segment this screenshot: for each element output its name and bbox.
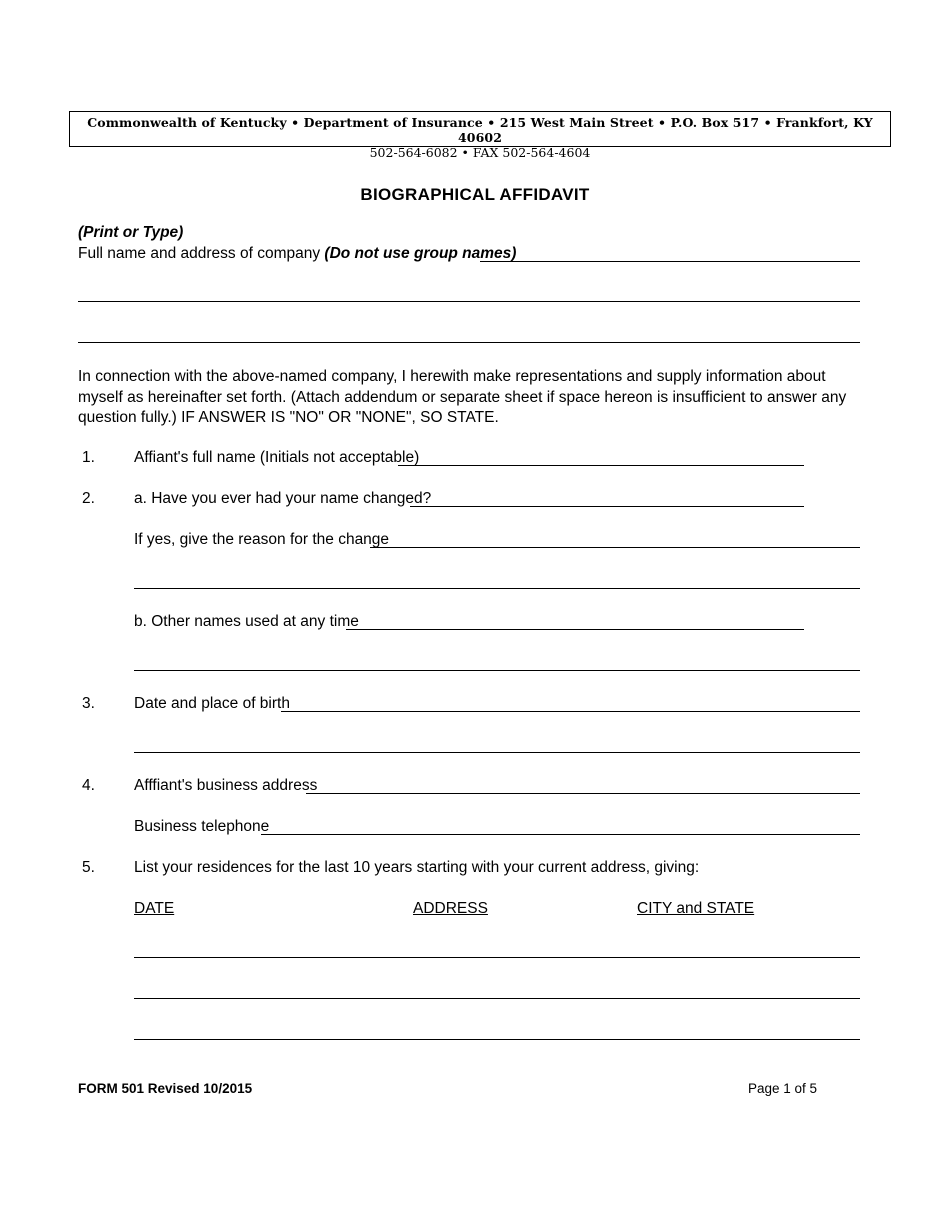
q2b-label: b. Other names used at any time	[134, 613, 359, 630]
form-title: BIOGRAPHICAL AFFIDAVIT	[360, 185, 590, 204]
q3-label: Date and place of birth	[134, 695, 290, 712]
q1-label: Affiant's full name (Initials not acceptable)	[134, 449, 420, 466]
company-label	[78, 245, 516, 263]
company-name-field[interactable]	[480, 261, 860, 262]
company-label-text: Full name and address of company	[78, 245, 325, 262]
intro-paragraph: In connection with the above-named company, I herewith make representations and supply information about myself as hereinafter set forth. (Attach addendum or separate sheet if space hereon is insufficient to answer any question fully.) IF ANSWER IS "NO" OR "NONE", SO STATE.	[78, 368, 847, 426]
q4-phone-label: Business telephone	[134, 818, 270, 835]
company-address-field-1[interactable]	[78, 301, 860, 302]
name-changed-field[interactable]	[410, 506, 804, 507]
q2a-label: a. Have you ever had your name changed?	[134, 490, 432, 507]
q5-label: List your residences for the last 10 years starting with your current address, giving:	[134, 859, 700, 876]
column-header-date: DATE	[134, 900, 175, 917]
residence-row-2[interactable]	[134, 998, 860, 999]
letterhead-box	[69, 111, 891, 160]
name-change-reason-field[interactable]	[370, 547, 860, 548]
residence-row-3[interactable]	[134, 1039, 860, 1040]
q1-number: 1.	[82, 449, 95, 466]
q2-reason-label: If yes, give the reason for the change	[134, 531, 390, 548]
birth-date-place-field[interactable]	[281, 711, 860, 712]
birth-date-place-field-2[interactable]	[134, 752, 860, 753]
q4-address-label: Afffiant's business address	[134, 777, 318, 794]
other-names-field[interactable]	[346, 629, 804, 630]
q3-number: 3.	[82, 695, 95, 712]
company-label-note: (Do not use group names)	[324, 245, 517, 262]
company-address-field-2[interactable]	[78, 342, 860, 343]
business-telephone-field[interactable]	[261, 834, 860, 835]
page-number: Page 1 of 5	[748, 1081, 818, 1096]
name-change-reason-field-2[interactable]	[134, 588, 860, 589]
form-revision-label: FORM 501 Revised 10/2015	[78, 1081, 253, 1096]
column-header-city-state: CITY and STATE	[637, 900, 755, 917]
other-names-field-2[interactable]	[134, 670, 860, 671]
column-header-address: ADDRESS	[413, 900, 488, 917]
q4-number: 4.	[82, 777, 95, 794]
q5-number: 5.	[82, 859, 95, 876]
print-or-type-note: (Print or Type)	[78, 224, 184, 241]
letterhead-phone: 502-564-6082 • FAX 502-564-4604	[369, 145, 591, 160]
residence-row-1[interactable]	[134, 957, 860, 958]
letterhead-address: Commonwealth of Kentucky • Department of Insurance • 215 West Main Street • P.O. Box 517 • Frankfort, KY 40602	[87, 115, 873, 145]
business-address-field[interactable]	[306, 793, 860, 794]
q2-number: 2.	[82, 490, 95, 507]
affiant-full-name-field[interactable]	[398, 465, 804, 466]
